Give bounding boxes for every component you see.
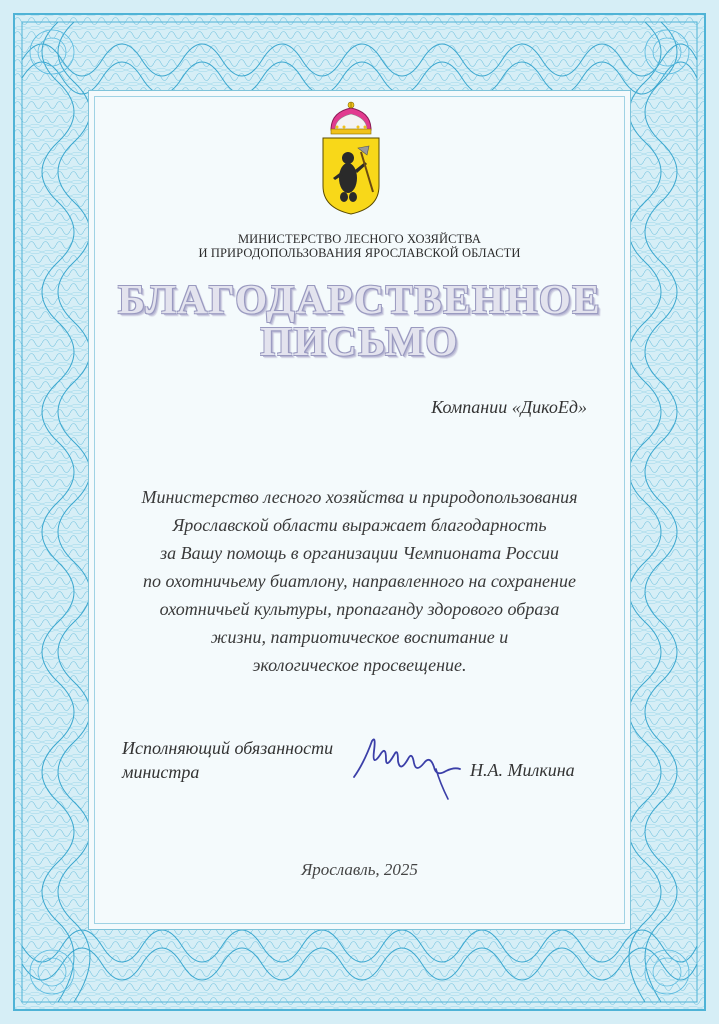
body-line: Ярославской области выражает благодарность: [172, 515, 547, 535]
document-title-line2: ПИСЬМО: [260, 318, 459, 364]
ministry-name-line2: И ПРИРОДОПОЛЬЗОВАНИЯ ЯРОСЛАВСКОЙ ОБЛАСТИ: [198, 246, 521, 260]
place-and-year: Ярославль, 2025: [301, 860, 418, 879]
coat-of-arms-icon: [317, 100, 385, 218]
body-line: Министерство лесного хозяйства и природопользования: [141, 487, 578, 507]
handwritten-signature-icon: [350, 733, 470, 805]
body-line: за Вашу помощь в организации Чемпионата России: [160, 543, 559, 563]
signer-position: [122, 736, 333, 784]
letter-body: [100, 483, 619, 679]
recipient: Компании «ДикоЕд»: [431, 397, 587, 417]
signer-name: Н.А. Милкина: [470, 760, 575, 780]
position-line2: министра: [122, 762, 200, 782]
body-line: по охотничьему биатлону, направленного на сохранение: [143, 571, 576, 591]
ministry-name-line1: МИНИСТЕРСТВО ЛЕСНОГО ХОЗЯЙСТВА: [237, 232, 482, 246]
body-line: жизни, патриотическое воспитание и: [210, 627, 509, 647]
document-title-line1: БЛАГОДАРСТВЕННОЕ: [117, 276, 602, 322]
position-line1: Исполняющий обязанности: [122, 738, 334, 758]
body-line: охотничьей культуры, пропаганду здорового образа: [159, 599, 560, 619]
body-line: экологическое просвещение.: [252, 655, 467, 675]
